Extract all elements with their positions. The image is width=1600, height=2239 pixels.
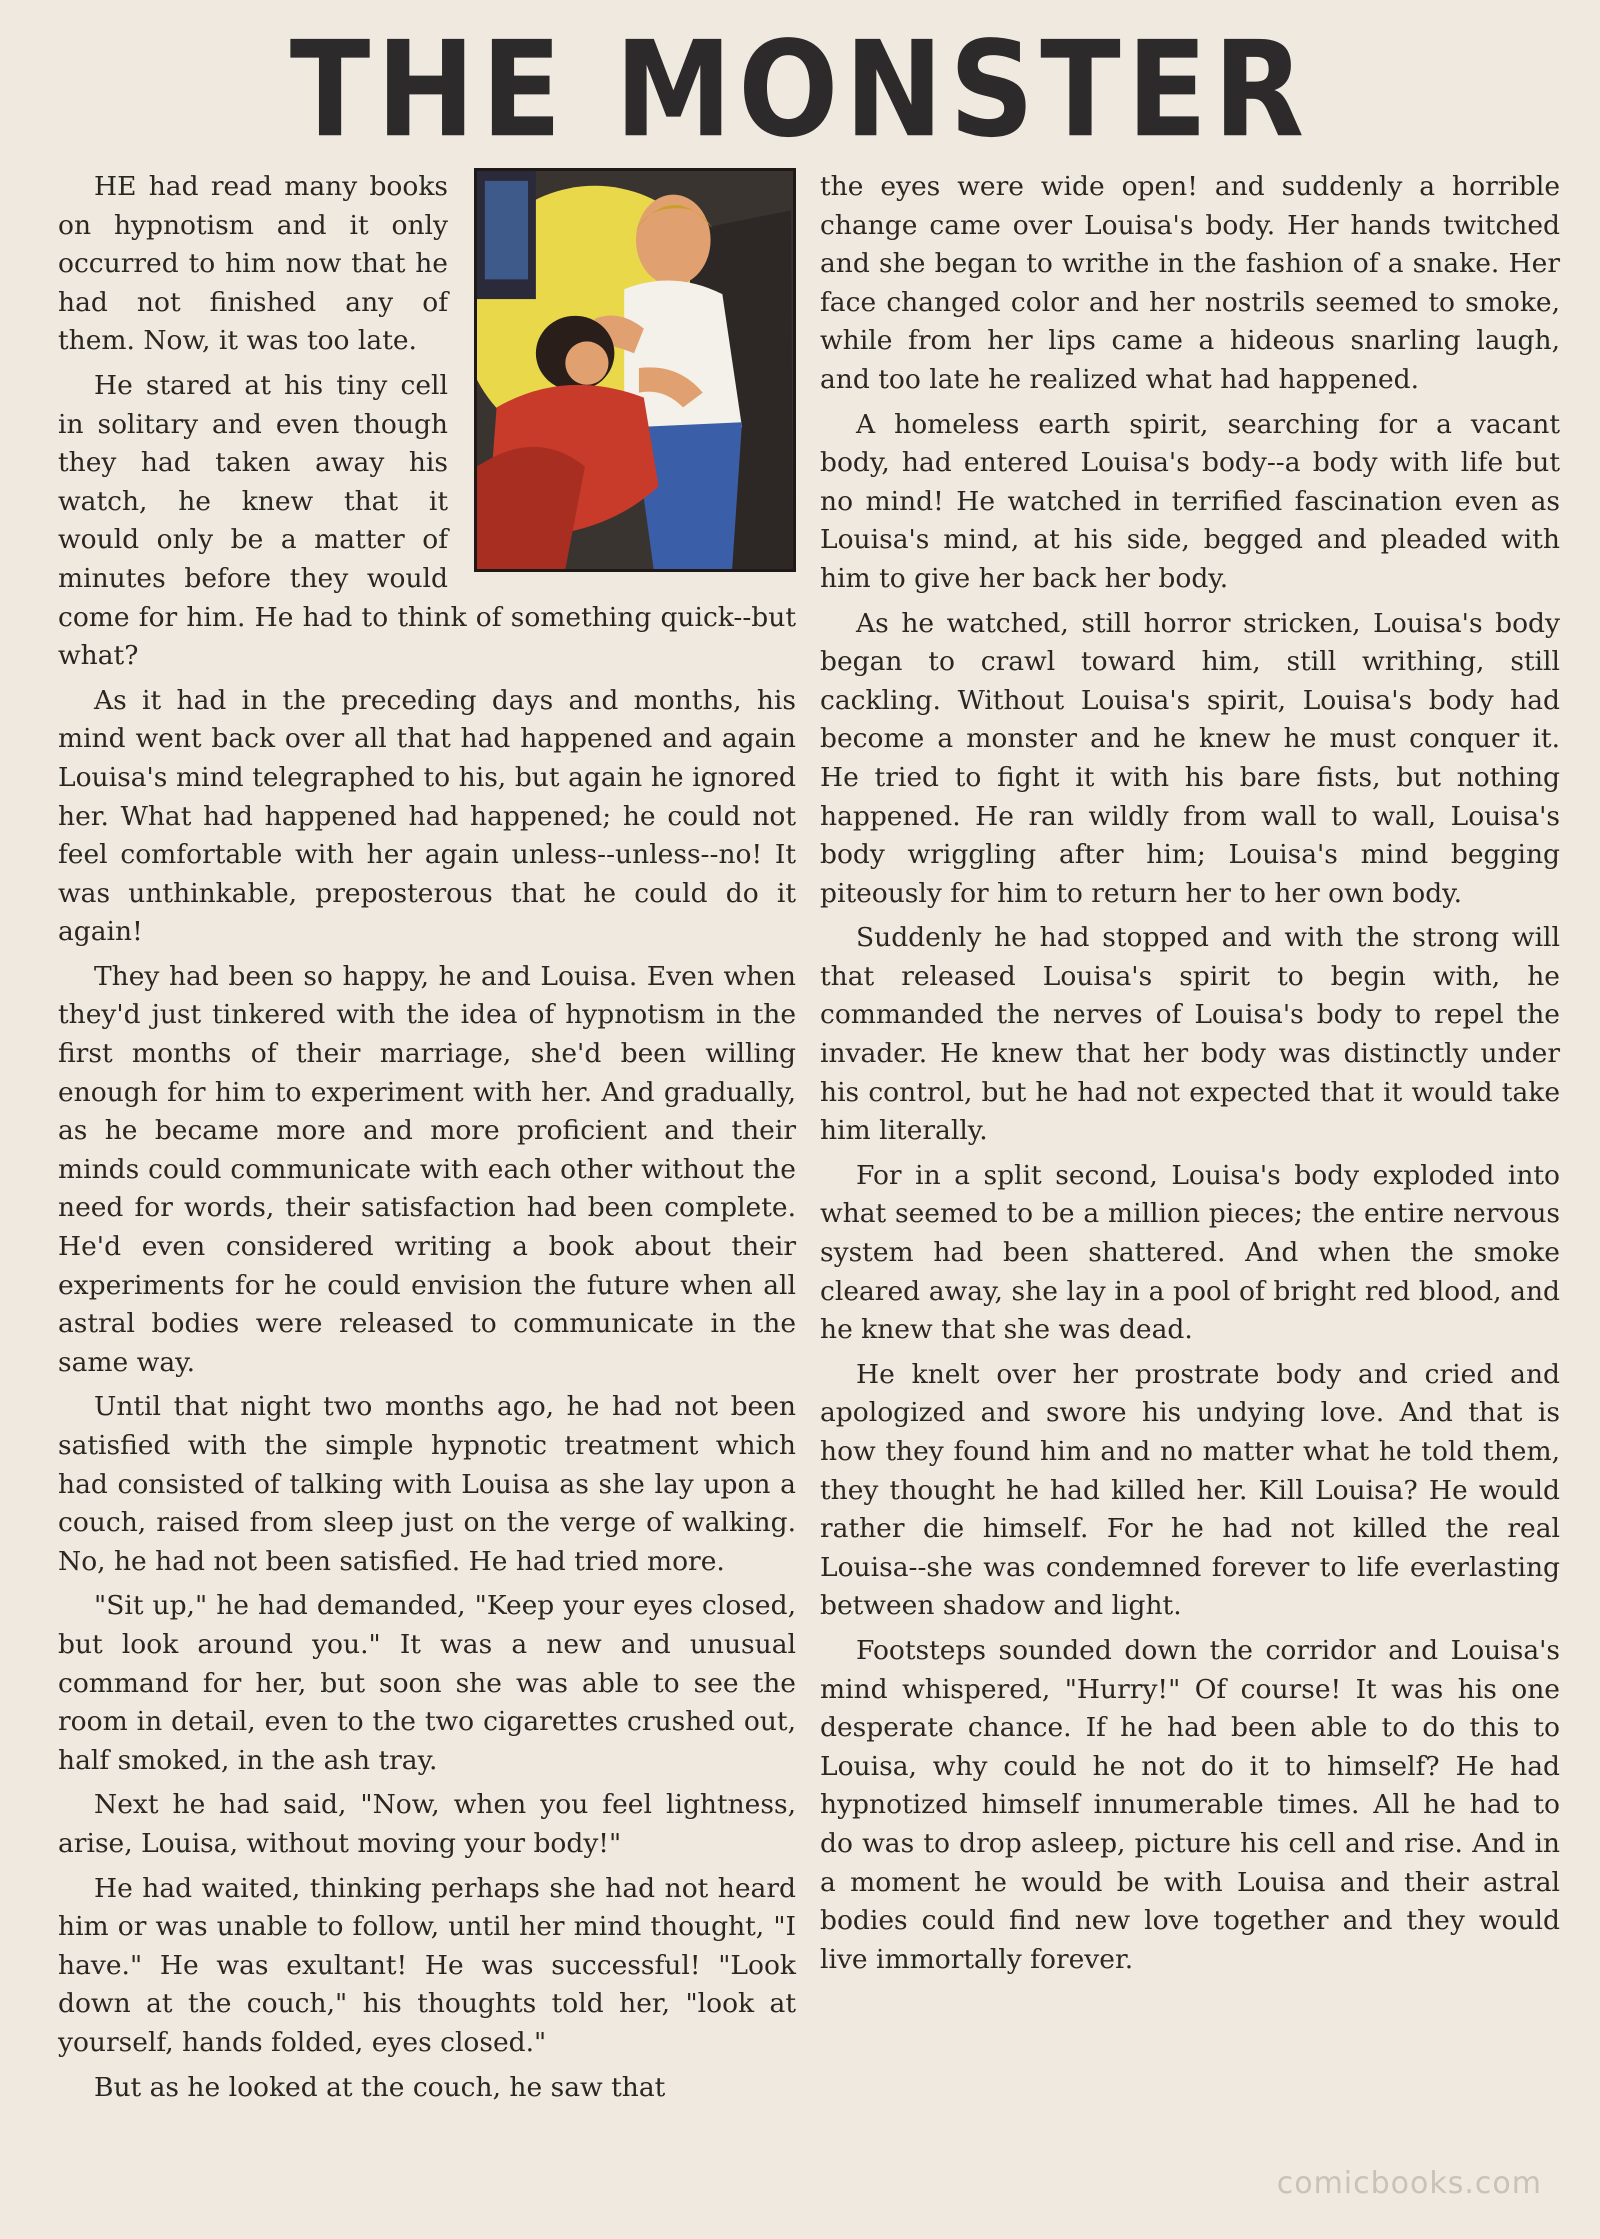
- paragraph: A homeless earth spirit, searching for a vacant body, had entered Louisa's body--a body with life but no mind! He watched in terrified fascination even as Louisa's mind, at his side, begged and pleaded with him to give her back her body.: [820, 408, 1560, 594]
- paragraph: HE had read many books on hypnotism and it only occurred to him now that he had not finished any of them. Now, it was too late.: [58, 171, 448, 357]
- paragraph: "Sit up," he had demanded, "Keep your eyes closed, but look around you." It was a new and unusual command for her, but soon she was able to see the room in detail, even to the two cigarettes crushed out, half smoked, in the ash tray.: [58, 1590, 796, 1776]
- paragraph: Next he had said, "Now, when you feel lightness, arise, Louisa, without moving your body!": [58, 1789, 796, 1859]
- paragraph: For in a split second, Louisa's body exploded into what seemed to be a million pieces; the entire nervous system had been shattered. And when the smoke cleared away, she lay in a pool of bright red blood, and he knew that she was dead.: [820, 1159, 1560, 1346]
- paragraph: Until that night two months ago, he had not been satisfied with the simple hypnotic treatment which had consisted of talking with Louisa as she lay upon a couch, raised from sleep just on the verge of walking. No, he had not been satisfied. He had tried more.: [58, 1391, 796, 1577]
- paragraph: But as he looked at the couch, he saw that: [94, 2071, 666, 2103]
- illustration-panel: [474, 168, 796, 572]
- paragraph: the eyes were wide open! and suddenly a horrible change came over Louisa's body. Her hands twitched and she began to writhe in the fashion of a snake. Her face changed color and her nostrils seemed to smoke, while from her lips came a hideous snarling laugh, and too late he realized what had happened.: [820, 171, 1560, 395]
- page-title: THE MONSTER: [289, 12, 1311, 167]
- paragraph: As he watched, still horror stricken, Louisa's body began to crawl toward him, still writhing, still cackling. Without Louisa's spirit, Louisa's body had become a monster and he knew he must conquer it. He tried to fight it with his bare fists, but nothing happened. He ran wildly from wall to wall, Louisa's body wriggling after him; Louisa's mind begging piteously for him to return her to her own body.: [820, 607, 1560, 909]
- struggle-illustration: [477, 171, 793, 569]
- paragraph: They had been so happy, he and Louisa. Even when they'd just tinkered with the idea of hypnotism in the first months of their marriage, she'd been willing enough for him to experiment with her. And gradually, as he became more and more proficient and their minds could communicate with each other without the need for words, their satisfaction had been complete. He'd even considered writing a book about their experiments for he could envision the future when all astral bodies were released to communicate in the same way.: [58, 960, 796, 1378]
- paragraph: Suddenly he had stopped and with the strong will that released Louisa's spirit to begin with, he commanded the nerves of Louisa's body to repel the invader. He knew that her body was distinctly under his control, but he had not expected that it would take him literally.: [820, 922, 1560, 1147]
- right-column: [820, 168, 1560, 1985]
- paragraph: He stared at his tiny cell in solitary and even though they had taken away his watch, he knew that it would only be a matter of minutes before they would come for him. He had to think of something quick--but what?: [58, 369, 796, 672]
- left-column: [58, 168, 796, 2113]
- paragraph: He had waited, thinking perhaps she had not heard him or was unable to follow, until her mind thought, "I have." He was exultant! He was successful! "Look down at the couch," his thoughts told her, "look at yourself, hands folded, eyes closed.": [58, 1872, 796, 2058]
- paragraph: Footsteps sounded down the corridor and Louisa's mind whispered, "Hurry!" Of course! It was his one desperate chance. If he had been able to do this to Louisa, why could he not do it to himself? He had hypnotized himself innumerable times. All he had to do was to drop asleep, picture his cell and rise. And in a moment he would be with Louisa and their astral bodies could find new love together and they would live immortally forever.: [820, 1634, 1560, 1975]
- paragraph: As it had in the preceding days and months, his mind went back over all that had happened and again Louisa's mind telegraphed to his, but again he ignored her. What had happened had happened; he could not feel comfortable with her again unless--unless--no! It was unthinkable, preposterous that he could do it again!: [58, 684, 796, 948]
- watermark: comicbooks.com: [1276, 2166, 1542, 2201]
- paragraph: He knelt over her prostrate body and cried and apologized and swore his undying love. And that is how they found him and no matter what he told them, they thought he had killed her. Kill Louisa? He would rather die himself. For he had not killed the real Louisa--she was condemned forever to life everlasting between shadow and light.: [820, 1358, 1560, 1622]
